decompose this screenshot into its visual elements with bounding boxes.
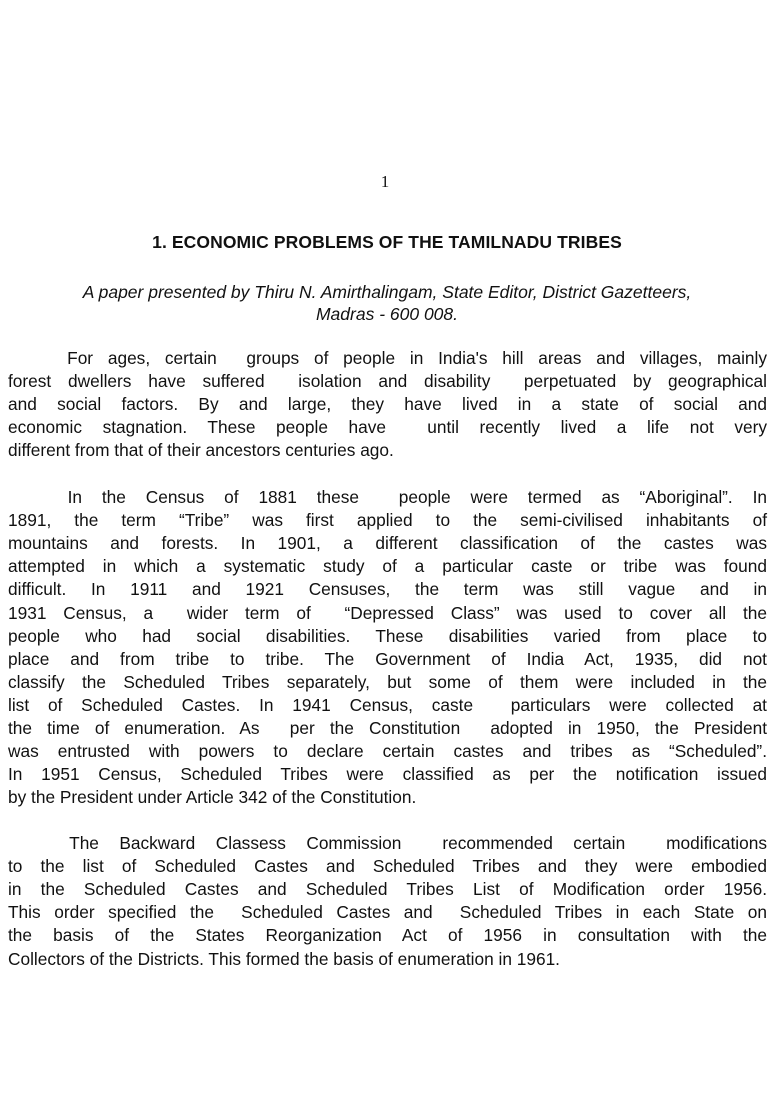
paragraph-2-line: place and from tribe to tribe. The Government of India Act, 1935, did not (8, 648, 767, 669)
subtitle-line: A paper presented by Thiru N. Amirthalingam, State Editor, District Gazetteers, (82, 282, 692, 302)
paragraph-2-line: attempted in which a systematic study of a particular caste or tribe was found (8, 556, 767, 577)
page-title: 1. ECONOMIC PROBLEMS OF THE TAMILNADU TRIBES (152, 232, 622, 252)
paragraph-2-line: people who had social disabilities. These disabilities varied from place to (8, 625, 767, 646)
paragraph-2-line: was entrusted with powers to declare certain castes and tribes as “Scheduled”. (8, 741, 767, 762)
paragraph-3-line: to the list of Scheduled Castes and Scheduled Tribes and they were embodied (8, 856, 767, 877)
paragraph-1-line: and social factors. By and large, they have lived in a state of social and (8, 394, 767, 415)
paragraph-1-line: For ages, certain groups of people in India's hill areas and villages, mainly (8, 348, 767, 368)
paragraph-2-line: mountains and forests. In 1901, a different classification of the castes was (8, 533, 767, 554)
paragraph-1-line: forest dwellers have suffered isolation and disability perpetuated by geographical (8, 371, 767, 392)
paragraph-2-line: the time of enumeration. As per the Constitution adopted in 1950, the President (8, 718, 767, 738)
subtitle-line: Madras - 600 008. (315, 304, 459, 324)
paragraph-2-line: In 1951 Census, Scheduled Tribes were classified as per the notification issued (8, 764, 767, 785)
paragraph-3-line: the basis of the States Reorganization Act of 1956 in consultation with the (8, 925, 767, 946)
paragraph-3-line: in the Scheduled Castes and Scheduled Tribes List of Modification order 1956. (8, 879, 767, 900)
paragraph-2-line: by the President under Article 342 of the Constitution. (8, 787, 417, 808)
paragraph-2-line: list of Scheduled Castes. In 1941 Census, caste particulars were collected at (8, 694, 767, 715)
paragraph-2-line: classify the Scheduled Tribes separately, but some of them were included in the (8, 671, 767, 692)
paragraph-1-line: economic stagnation. These people have until recently lived a life not very (8, 417, 767, 438)
page-number: 1 (380, 172, 390, 191)
paragraph-3-line: Collectors of the Districts. This formed the basis of enumeration in 1961. (8, 948, 560, 969)
paragraph-3-line: This order specified the Scheduled Castes and Scheduled Tribes in each State on (8, 902, 767, 923)
paragraph-2-line: 1931 Census, a wider term of “Depressed Class” was used to cover all the (8, 602, 767, 623)
paragraph-1-line: different from that of their ancestors centuries ago. (8, 440, 394, 461)
paragraph-2-line: In the Census of 1881 these people were termed as “Aboriginal”. In (8, 487, 767, 507)
paragraph-2-line: difficult. In 1911 and 1921 Censuses, the term was still vague and in (8, 579, 767, 600)
paragraph-3-line: The Backward Classess Commission recommended certain modifications (8, 833, 767, 853)
paragraph-2-line: 1891, the term “Tribe” was first applied to the semi-civilised inhabitants of (8, 510, 767, 531)
